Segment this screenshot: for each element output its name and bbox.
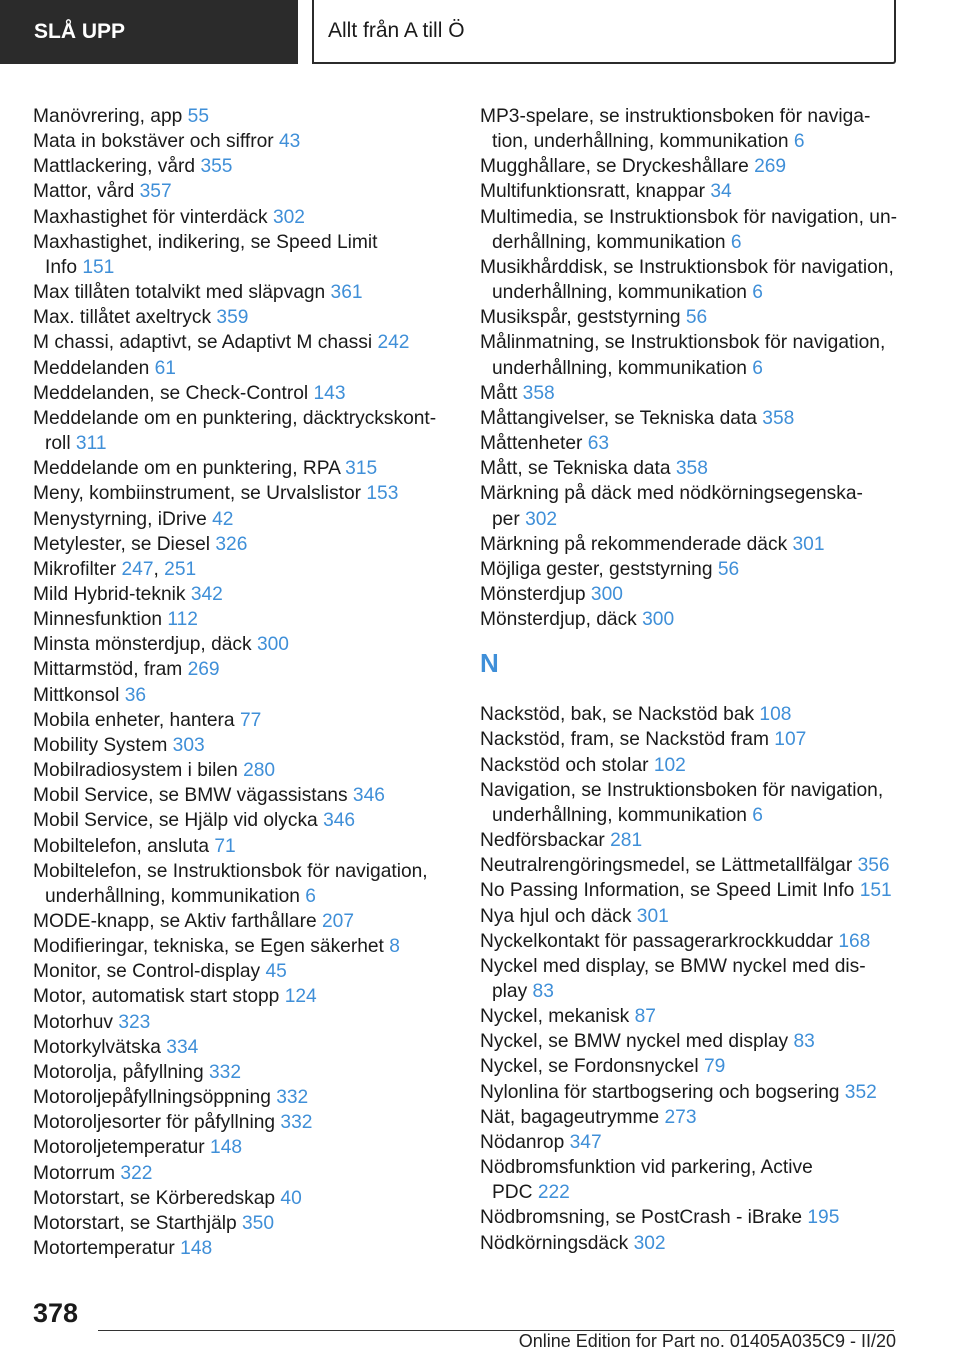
index-entry: Mått 358	[480, 382, 555, 404]
index-entry: Mobiltelefon, ansluta 71	[33, 835, 236, 857]
index-entry: Mittarmstöd, fram 269	[33, 659, 220, 681]
index-entry: Modifieringar, tekniska, se Egen säkerhet 8	[33, 936, 400, 958]
index-entry: Max tillåten totalvikt med släpvagn 361	[33, 282, 363, 304]
page-reference-link[interactable]: 42	[212, 508, 234, 530]
index-entry: Nödbromsfunktion vid parkering, Active PDC 222	[480, 1157, 813, 1204]
index-entry: Mobil Service, se Hjälp vid olycka 346	[33, 810, 356, 832]
page-reference-link[interactable]: 63	[587, 433, 610, 455]
index-entry: Musikhårddisk, se Instruktionsbok för navigation, underhållning, kommunikation 6	[480, 256, 894, 304]
index-entry: Mobila enheter, hantera 77	[33, 709, 262, 731]
page-reference-link[interactable]: 361	[330, 282, 363, 304]
index-letter-heading: N	[480, 648, 499, 679]
index-entry: Menystyrning, iDrive 42	[33, 508, 234, 530]
chapter-title: Allt från A till Ö	[328, 19, 465, 42]
page-reference-link[interactable]: 207	[322, 911, 355, 932]
index-entry: Navigation, se Instruktionsboken för navigation, underhållning, kommunikation 6	[480, 779, 884, 826]
index-entry: Mobilradiosystem i bilen 280	[33, 760, 276, 782]
page-reference-link[interactable]: 153	[366, 483, 399, 505]
page-reference-link[interactable]: 301	[792, 533, 825, 555]
page-reference-link[interactable]: 300	[642, 609, 675, 631]
page-reference-link[interactable]: 358	[675, 458, 708, 480]
index-column-left	[33, 104, 463, 1261]
index-entry: MODE-knapp, se Aktiv farthållare 207	[33, 911, 355, 932]
page-reference-link[interactable]: 332	[208, 1061, 241, 1083]
index-column-right	[480, 104, 920, 1256]
page-reference-link[interactable]: 151	[82, 256, 115, 278]
page-reference-link[interactable]: 359	[216, 307, 249, 329]
section-tab-label: SLÅ UPP	[34, 20, 126, 43]
index-entry: Neutralrengöringsmedel, se Lättmetallfälgar 356	[480, 855, 890, 877]
index-entry: Multimedia, se Instruktionsbok för navigation, un- derhållning, kommunikation 6	[480, 206, 898, 253]
page-reference-link[interactable]: 83	[793, 1031, 815, 1053]
page-reference-link[interactable]: 6	[793, 131, 805, 153]
footer-edition: Online Edition for Part no. 01405A035C9 - II/20	[518, 1331, 896, 1351]
index-entry: Mönsterdjup, däck 300	[480, 609, 675, 631]
page-reference-link[interactable]: 326	[215, 533, 248, 555]
index-entry: Motorkylvätska 334	[33, 1036, 199, 1058]
page-reference-link[interactable]: 222	[537, 1182, 570, 1204]
page-reference-link[interactable]: 302	[633, 1232, 666, 1254]
page-reference-link[interactable]: 247	[121, 558, 154, 580]
index-entry: Maxhastighet, indikering, se Speed Limit Info 151	[33, 231, 378, 278]
page-reference-link[interactable]: 302	[525, 508, 558, 530]
index-entry: Musikspår, geststyrning 56	[480, 307, 708, 329]
index-entry: Nödanrop 347	[480, 1131, 602, 1153]
page-reference-link[interactable]: 79	[703, 1056, 726, 1078]
index-entry: Meddelande om en punktering, däcktryckskont- roll 311	[33, 407, 437, 455]
index-entry: Motor, automatisk start stopp 124	[33, 986, 317, 1008]
index-entry: Nackstöd, bak, se Nackstöd bak 108	[480, 704, 792, 726]
index-entry: Målinmatning, se Instruktionsbok för navigation, underhållning, kommunikation 6	[480, 332, 886, 379]
index-entry: Motorhuv 323	[33, 1011, 151, 1033]
index-entry: Meny, kombiinstrument, se Urvalslistor 153	[33, 483, 399, 505]
index-entry: Nödbromsning, se PostCrash - iBrake 195	[480, 1207, 840, 1229]
page-reference-link[interactable]: 112	[167, 609, 198, 631]
index-entry: Nyckel, se BMW nyckel med display 83	[480, 1031, 815, 1053]
index-entry: Mått, se Tekniska data 358	[480, 458, 708, 480]
page-reference-link[interactable]: 332	[280, 1112, 313, 1134]
page-reference-link[interactable]: 168	[838, 930, 871, 952]
page-reference-link[interactable]: 36	[124, 684, 147, 706]
index-entry: Meddelanden 61	[33, 357, 176, 379]
index-entry: Nya hjul och däck 301	[480, 905, 669, 927]
page-reference-link[interactable]: 352	[844, 1081, 877, 1103]
page-reference-link[interactable]: 148	[210, 1137, 243, 1159]
index-entry: Mittkonsol 36	[33, 684, 147, 706]
page-reference-link[interactable]: 303	[172, 734, 205, 756]
page-reference-link[interactable]: 300	[256, 634, 289, 656]
page-reference-link[interactable]: 315	[345, 458, 378, 480]
index-entry: Mobil Service, se BMW vägassistans 346	[33, 785, 385, 807]
index-entry: Mattor, vård 357	[33, 181, 172, 203]
index-entry: Motoroljetemperatur 148	[33, 1137, 243, 1159]
page-reference-link[interactable]: 6	[752, 282, 763, 304]
page-reference-link[interactable]: 43	[279, 131, 301, 153]
page-reference-link[interactable]: 124	[284, 986, 317, 1008]
index-entry: Monitor, se Control-display 45	[33, 961, 287, 983]
index-entry: Mild Hybrid-teknik 342	[33, 583, 223, 605]
page-number: 378	[33, 1298, 79, 1328]
page-reference-link[interactable]: 347	[569, 1131, 602, 1153]
page-reference-link[interactable]: 108	[759, 704, 792, 726]
page-reference-link[interactable]: 358	[522, 382, 555, 404]
page-reference-link[interactable]: 6	[305, 885, 316, 907]
page-reference-link[interactable]: 358	[762, 407, 795, 429]
page-reference-link[interactable]: 71	[214, 835, 236, 857]
index-entry: Mikrofilter 247, 251	[33, 558, 197, 580]
page-reference-link[interactable]: 357	[139, 181, 172, 203]
section-tab[interactable]	[0, 0, 298, 64]
page-reference-link[interactable]: 280	[243, 760, 276, 782]
index-entry: Motorstart, se Körberedskap 40	[33, 1187, 302, 1209]
index-entry: Mata in bokstäver och siffror 43	[33, 131, 301, 153]
index-entry: Nackstöd och stolar 102	[480, 754, 686, 776]
chapter-tab[interactable]	[312, 0, 896, 64]
page-reference-link[interactable]: 6	[730, 231, 742, 253]
page-reference-link[interactable]: 356	[857, 855, 890, 877]
page-reference-link[interactable]: 355	[200, 156, 233, 178]
index-entry: Nödkörningsdäck 302	[480, 1232, 666, 1254]
index-entry: Måttangivelser, se Tekniska data 358	[480, 407, 795, 429]
index-entry: Mattlackering, vård 355	[33, 156, 233, 178]
page-reference-link[interactable]: 269	[187, 659, 220, 681]
index-entry: Mugghållare, se Dryckeshållare 269	[480, 156, 787, 178]
page-reference-link[interactable]: 151	[859, 880, 892, 902]
index-entry: Nyckel, se Fordonsnyckel 79	[480, 1056, 726, 1078]
page-header	[0, 0, 960, 66]
index-entry: Manövrering, app 55	[33, 106, 209, 127]
index-entry: Nyckelkontakt för passagerarkrockkuddar 168	[480, 930, 871, 952]
page-reference-link[interactable]: 269	[754, 156, 787, 178]
index-entry: Nylonlina för startbogsering och bogsering 352	[480, 1081, 877, 1103]
index-entry: MP3-spelare, se instruktionsboken för naviga- tion, underhållning, kommunikation 6	[480, 106, 871, 153]
index-entry: No Passing Information, se Speed Limit Info 151	[480, 880, 892, 902]
index-entry: Max. tillåtet axeltryck 359	[33, 307, 249, 329]
page-reference-link[interactable]: 55	[187, 106, 209, 127]
index-entry: Möjliga gester, geststyrning 56	[480, 558, 740, 580]
index-entry: Måttenheter 63	[480, 433, 610, 455]
index-entry: Motorstart, se Starthjälp 350	[33, 1212, 275, 1234]
page-reference-link[interactable]: 107	[774, 729, 807, 751]
page-reference-link[interactable]: 301	[636, 905, 669, 927]
page-reference-link[interactable]: 273	[664, 1106, 697, 1128]
index-entry: Motoroljesorter för påfyllning 332	[33, 1112, 313, 1134]
page-reference-link[interactable]: 83	[532, 981, 554, 1002]
page-reference-link[interactable]: 332	[276, 1087, 309, 1109]
page-reference-link[interactable]: 61	[154, 357, 176, 379]
page-reference-link[interactable]: 342	[190, 583, 223, 605]
page-reference-link[interactable]: 242	[377, 332, 410, 354]
page-reference-link[interactable]: 56	[685, 307, 708, 329]
page-reference-link[interactable]: 300	[590, 583, 623, 605]
index-entry: Meddelanden, se Check-Control 143	[33, 382, 346, 404]
page-reference-link[interactable]: 281	[610, 830, 643, 852]
index-entry: Meddelande om en punktering, RPA 315	[33, 458, 378, 480]
page-reference-link[interactable]: 302	[272, 206, 305, 228]
page-reference-link[interactable]: 148	[180, 1238, 213, 1260]
index-entry: Motoroljepåfyllningsöppning 332	[33, 1087, 309, 1109]
index-entry: Märkning på rekommenderade däck 301	[480, 533, 825, 555]
index-entry: Mobility System 303	[33, 734, 205, 756]
page-reference-link[interactable]: 334	[166, 1036, 199, 1058]
index-entry: M chassi, adaptivt, se Adaptivt M chassi 242	[33, 332, 410, 354]
page-reference-link[interactable]: 346	[323, 810, 356, 832]
page-reference-link[interactable]: 143	[313, 382, 346, 404]
index-entry: Minnesfunktion 112	[33, 609, 198, 631]
index-entry: Nackstöd, fram, se Nackstöd fram 107	[480, 729, 807, 751]
index-entry: Motorolja, påfyllning 332	[33, 1061, 241, 1083]
page-reference-link[interactable]: 195	[807, 1207, 840, 1229]
page-reference-link[interactable]: 40	[280, 1187, 302, 1209]
page-reference-link[interactable]: 77	[239, 709, 262, 731]
page-reference-link[interactable]: 311	[75, 433, 107, 455]
index-entry: Nedförsbackar 281	[480, 830, 643, 852]
index-entry: Motorrum 322	[33, 1162, 153, 1184]
page-reference-link[interactable]: 6	[752, 804, 763, 826]
index-entry: Mobiltelefon, se Instruktionsbok för navigation, underhållning, kommunikation 6	[33, 860, 428, 907]
page-reference-link[interactable]: 87	[634, 1006, 656, 1028]
page-reference-link[interactable]: 34	[710, 181, 732, 203]
index-entry: Multifunktionsratt, knappar 34	[480, 181, 732, 203]
page-reference-link[interactable]: 323	[118, 1011, 151, 1033]
page-reference-link[interactable]: 350	[242, 1212, 275, 1234]
index-entry: Nät, bagageutrymme 273	[480, 1106, 697, 1128]
page-reference-link[interactable]: 8	[389, 936, 400, 958]
index-entry: Märkning på däck med nödkörningsegenska- per 302	[480, 483, 863, 530]
index-entry: Minsta mönsterdjup, däck 300	[33, 634, 289, 656]
page-reference-link[interactable]: 45	[265, 961, 287, 983]
index-entry: Maxhastighet för vinterdäck 302	[33, 206, 305, 228]
page-reference-link[interactable]: 56	[717, 558, 740, 580]
page-reference-link[interactable]: 251	[164, 558, 197, 580]
index-entry: Nyckel, mekanisk 87	[480, 1006, 656, 1028]
page-reference-link[interactable]: 6	[752, 357, 763, 379]
page-reference-link[interactable]: 102	[653, 754, 686, 776]
page-reference-link[interactable]: 322	[120, 1162, 153, 1184]
index-entry: Metylester, se Diesel 326	[33, 533, 248, 555]
page-reference-link[interactable]: 346	[352, 785, 385, 807]
index-entry: Motortemperatur 148	[33, 1238, 213, 1260]
index-entry: Nyckel med display, se BMW nyckel med dis- play 83	[480, 955, 866, 1002]
index-entry: Mönsterdjup 300	[480, 583, 623, 605]
